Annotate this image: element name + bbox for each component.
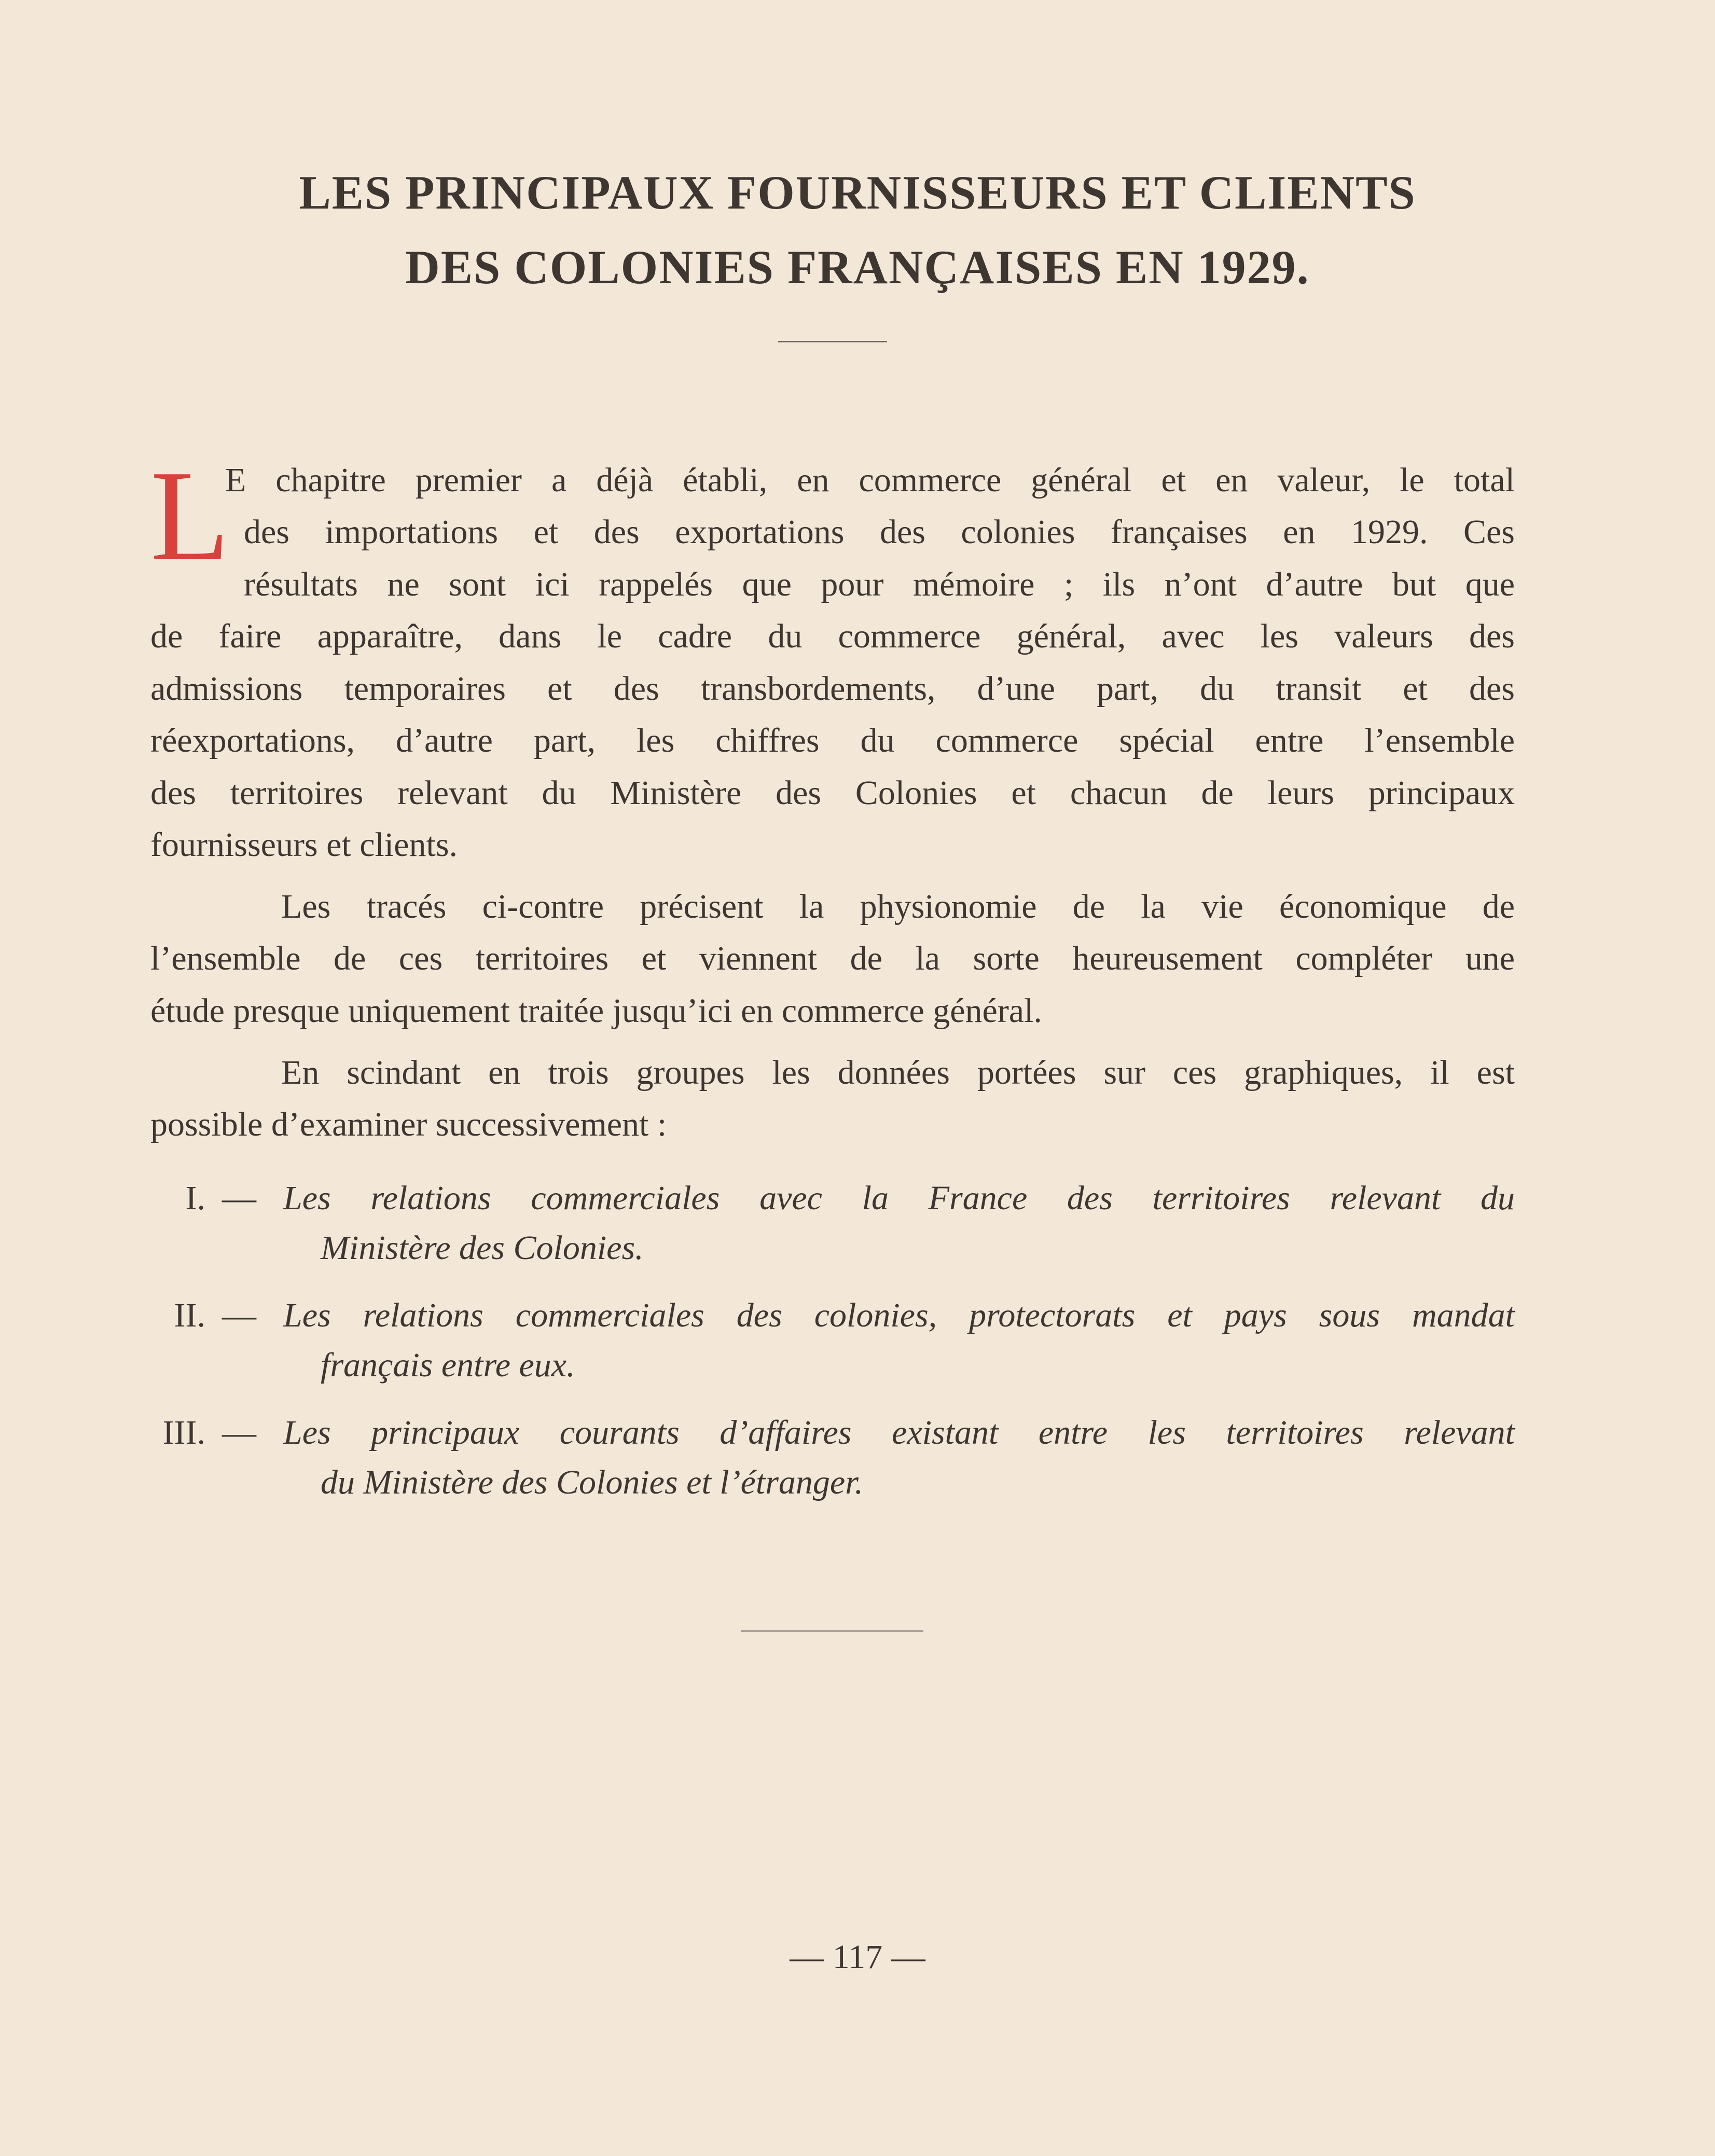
intro-line: des territoires relevant du Ministère des Colonies et chacun de leurs principaux [150, 774, 1515, 812]
intro-line: des importations et des exportations des colonies françaises en 1929. Ces [244, 513, 1515, 551]
paragraph-3-line: possible d’examiner successivement : [150, 1105, 667, 1143]
list-numeral: III. [162, 1414, 205, 1452]
intro-line: fournisseurs et clients. [150, 826, 458, 864]
closing-divider [741, 1630, 923, 1632]
list-dash: — [222, 1296, 256, 1334]
page-number: — 117 — [790, 1938, 925, 1976]
paragraph-2-line: l’ensemble de ces territoires et viennent de la sorte heureusement compléter une [150, 939, 1515, 977]
paragraph-2-line: étude presque uniquement traitée jusqu’ici en commerce général. [150, 992, 1042, 1030]
paragraph-3-line: En scindant en trois groupes les données portées sur ces graphiques, il est [281, 1054, 1515, 1091]
intro-line: résultats ne sont ici rappelés que pour mémoire ; ils n’ont d’autre but que [244, 565, 1515, 603]
intro-line: E chapitre premier a déjà établi, en commerce général et en valeur, le total [225, 461, 1515, 499]
drop-cap: L [150, 444, 230, 588]
list-numeral: II. [174, 1296, 205, 1334]
intro-line: réexportations, d’autre part, les chiffres du commerce spécial entre l’ensemble [150, 722, 1515, 759]
list-item-text: Les relations commerciales des colonies, protectorats et pays sous mandat [283, 1296, 1515, 1334]
list-item-text: du Ministère des Colonies et l’étranger. [321, 1463, 864, 1501]
list-dash: — [222, 1179, 256, 1217]
list-item-text: français entre eux. [321, 1346, 575, 1384]
list-item-text: Les relations commerciales avec la France des territoires relevant du [283, 1179, 1515, 1217]
paragraph-2-line: Les tracés ci-contre précisent la physionomie de la vie économique de [281, 888, 1515, 925]
title-divider [778, 341, 887, 342]
intro-line: de faire apparaître, dans le cadre du commerce général, avec les valeurs des [150, 617, 1515, 655]
list-dash: — [222, 1414, 256, 1452]
page-title-line-2: DES COLONIES FRANÇAISES EN 1929. [405, 241, 1310, 294]
intro-line: admissions temporaires et des transbordements, d’une part, du transit et des [150, 670, 1515, 708]
list-item-text: Les principaux courants d’affaires existant entre les territoires relevant [283, 1414, 1515, 1452]
page-title-line-1: LES PRINCIPAUX FOURNISSEURS ET CLIENTS [299, 166, 1416, 219]
list-numeral: I. [185, 1179, 205, 1217]
list-item-text: Ministère des Colonies. [321, 1229, 644, 1267]
